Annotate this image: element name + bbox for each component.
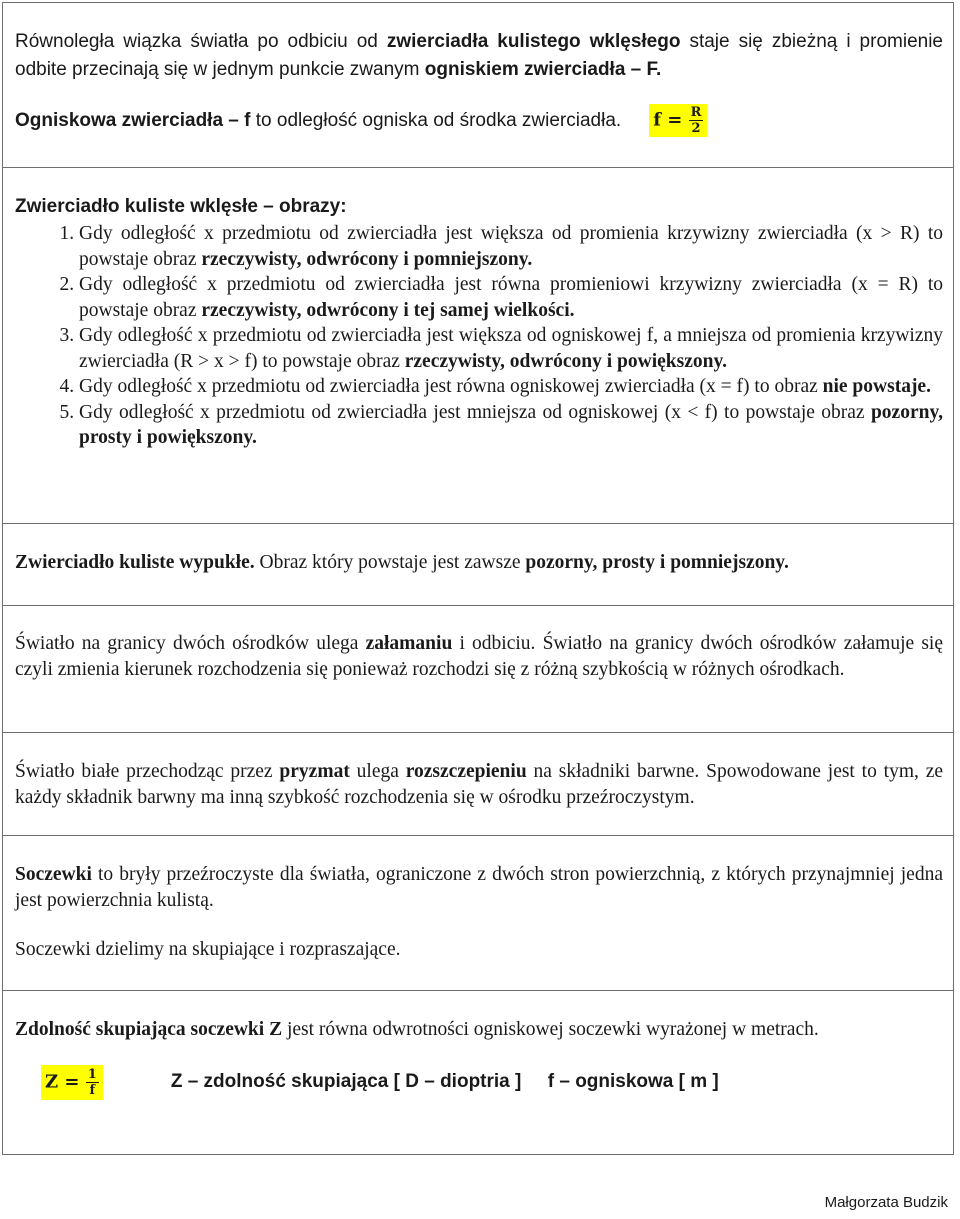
paragraph-focus-definition: Równoległa wiązka światła po odbiciu od zwierciadła kulistego wklęsłego staje się zbieżną i promienie odbite przecinają się w jednym punkcie zwanym ogniskiem zwierciadła – F. <box>15 31 943 80</box>
list-item: 2. Gdy odległość x przedmiotu od zwierciadła jest równa promieniowi krzywizny zwierciadła (x = R) to powstaje obraz rzeczywisty, odwrócony i tej samej wielkości. <box>79 272 943 323</box>
list-item: 1. Gdy odległość x przedmiotu od zwierciadła jest większa od promienia krzywizny zwierciadła (x > R) to powstaje obraz rzeczywisty, odwrócony i pomniejszony. <box>79 221 943 272</box>
list-item: 4. Gdy odległość x przedmiotu od zwierciadła jest równa ogniskowej zwierciadła (x = f) to obraz nie powstaje. <box>79 374 943 400</box>
paragraph-refraction: Światło na granicy dwóch ośrodków ulega załamaniu i odbiciu. Światło na granicy dwóch ośrodków załamuje się czyli zmienia kierunek rozchodzenia się ponieważ rozchodzi się z różną szybkością w różnych ośrodkach. <box>15 633 943 680</box>
formula-row <box>41 1065 943 1100</box>
section-convex-mirror <box>2 523 954 605</box>
formula-focal-length: f = $\frac{R}{2}$ <box>649 104 707 137</box>
formula-legend: Z – zdolność skupiająca [ D – dioptria ] f – ogniskowa [ m ] <box>170 1071 719 1092</box>
formula-lens-power: Z = $\frac{1}{f}$ <box>41 1065 103 1100</box>
paragraph-lenses-definition: Soczewki to bryły przeźroczyste dla światła, ograniczone z dwóch stron powierzchnią, z których przynajmniej jedna jest powierzchnia kulistą. <box>15 864 943 911</box>
paragraph-prism: Światło białe przechodząc przez pryzmat ulega rozszczepieniu na składniki barwne. Spowodowane jest to tym, ze każdy składnik barwny ma inną szybkość rozchodzenia się w ośrodku przeźroczystym. <box>15 761 944 808</box>
paragraph-lenses-types: Soczewki dzielimy na skupiające i rozpraszające. <box>15 939 401 960</box>
paragraph-lens-power: Zdolność skupiająca soczewki Z jest równa odwrotności ogniskowej soczewki wyrażonej w metrach. <box>15 1019 819 1040</box>
formula-fraction: $\frac{R}{2}$ <box>690 105 702 136</box>
section-prism <box>2 732 954 835</box>
list-item: 3. Gdy odległość x przedmiotu od zwierciadła jest większa od ogniskowej f, a mniejsza od promienia krzywizny zwierciadła (R > x > f) to powstaje obraz rzeczywisty, odwrócony i powiększony. <box>79 323 943 374</box>
document-page <box>2 2 954 1155</box>
paragraph-convex-mirror: Zwierciadło kuliste wypukłe. Obraz który powstaje jest zawsze pozorny, prosty i pomniejszony. <box>15 552 789 573</box>
section-lenses <box>2 835 954 990</box>
heading-concave-images: Zwierciadło kuliste wklęsłe – obrazy: <box>15 196 347 217</box>
footer-author: Małgorzata Budzik <box>824 1194 948 1211</box>
section-concave-focus <box>2 2 954 167</box>
section-concave-images <box>2 167 954 523</box>
list-item: 5. Gdy odległość x przedmiotu od zwierciadła jest mniejsza od ogniskowej (x < f) to powstaje obraz pozorny, prosty i powiększony. <box>79 400 943 451</box>
section-refraction <box>2 605 954 732</box>
paragraph-focal-length: Ogniskowa zwierciadła – f to odległość ogniska od środka zwierciadła. f = $\frac{R}{2}$ <box>15 104 943 137</box>
list-image-cases <box>15 221 943 451</box>
formula-fraction: $\frac{1}{f}$ <box>87 1066 97 1098</box>
section-lens-power <box>2 990 954 1155</box>
